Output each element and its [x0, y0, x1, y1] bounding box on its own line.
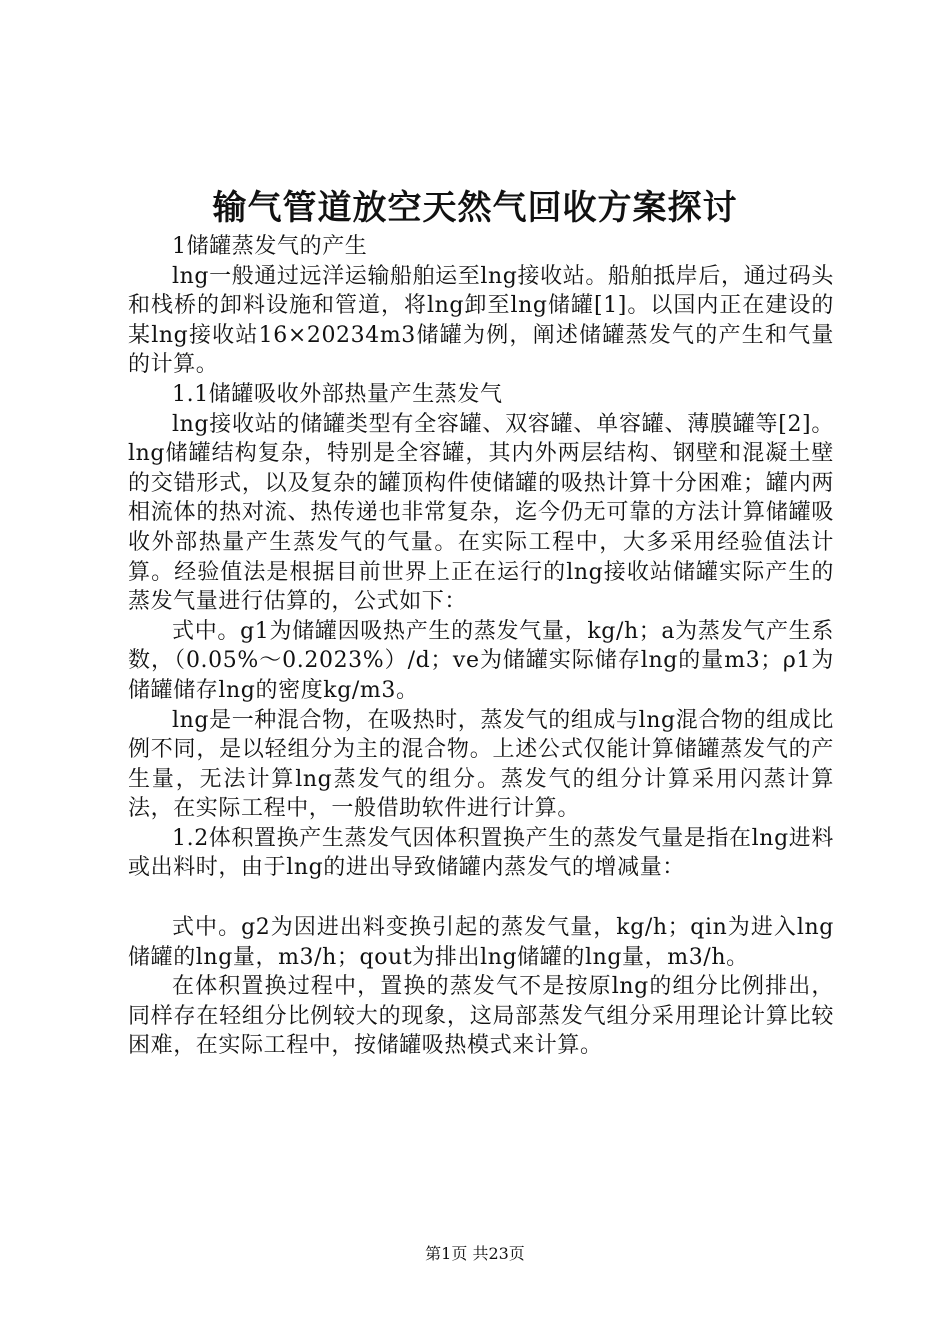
subsection-heading: 1.1储罐吸收外部热量产生蒸发气 [172, 381, 503, 407]
paragraph: 在体积置换过程中，置换的蒸发气不是按原lng的组分比例排出，同样存在轻组分比例较大的现象，这局部蒸发气组分采用理论计算比较困难，在实际工程中，按储罐吸热模式来计算。 [128, 974, 834, 1059]
section-heading: 1储罐蒸发气的产生 [172, 234, 368, 259]
paragraph: lng接收站的储罐类型有全容罐、双容罐、单容罐、薄膜罐等[2]。lng储罐结构复杂，特别是全容罐，其内外两层结构、钢壁和混凝土壁的交错形式，以及复杂的罐顶构件使储罐的吸热计算十分困难；罐内两相流体的热对流、热传递也非常复杂，迄今仍无可靠的方法计算储罐吸收外部热量产生蒸发气的气量。在实际工程中，大多采用经验值法计算。经验值法是根据目前世界上正在运行的lng接收站储罐实际产生的蒸发气量进行估算的，公式如下： [128, 411, 834, 615]
document-body [128, 232, 834, 1061]
paragraph: 式中。g1为储罐因吸热产生的蒸发气量，kg/h；a为蒸发气产生系数，（0.05%～0.2023%）/d；ve为储罐实际储存lng的量m3；ρ1为储罐储存lng的密度kg/m3。 [128, 618, 834, 703]
paragraph: 1.2体积置换产生蒸发气因体积置换产生的蒸发气量是指在lng进料或出料时，由于lng的进出导致储罐内蒸发气的增减量： [128, 825, 834, 881]
page-number-footer: 第1页 共23页 [425, 1244, 525, 1263]
paragraph: lng一般通过远洋运输船舶运至lng接收站。船舶抵岸后，通过码头和栈桥的卸料设施和管道，将lng卸至lng储罐[1]。以国内正在建设的某lng接收站16×20234m3储罐为例，阐述储罐蒸发气的产生和气量的计算。 [128, 263, 834, 378]
paragraph: 式中。g2为因进出料变换引起的蒸发气量，kg/h；qin为进入lng储罐的lng量，m3/h；qout为排出lng储罐的lng量，m3/h。 [128, 915, 834, 970]
paragraph: lng是一种混合物，在吸热时，蒸发气的组成与lng混合物的组成比例不同，是以轻组分为主的混合物。上述公式仅能计算储罐蒸发气的产生量，无法计算lng蒸发气的组分。蒸发气的组分计算采用闪蒸计算法，在实际工程中，一般借助软件进行计算。 [128, 707, 834, 822]
document-title: 输气管道放空天然气回收方案探讨 [212, 188, 738, 228]
